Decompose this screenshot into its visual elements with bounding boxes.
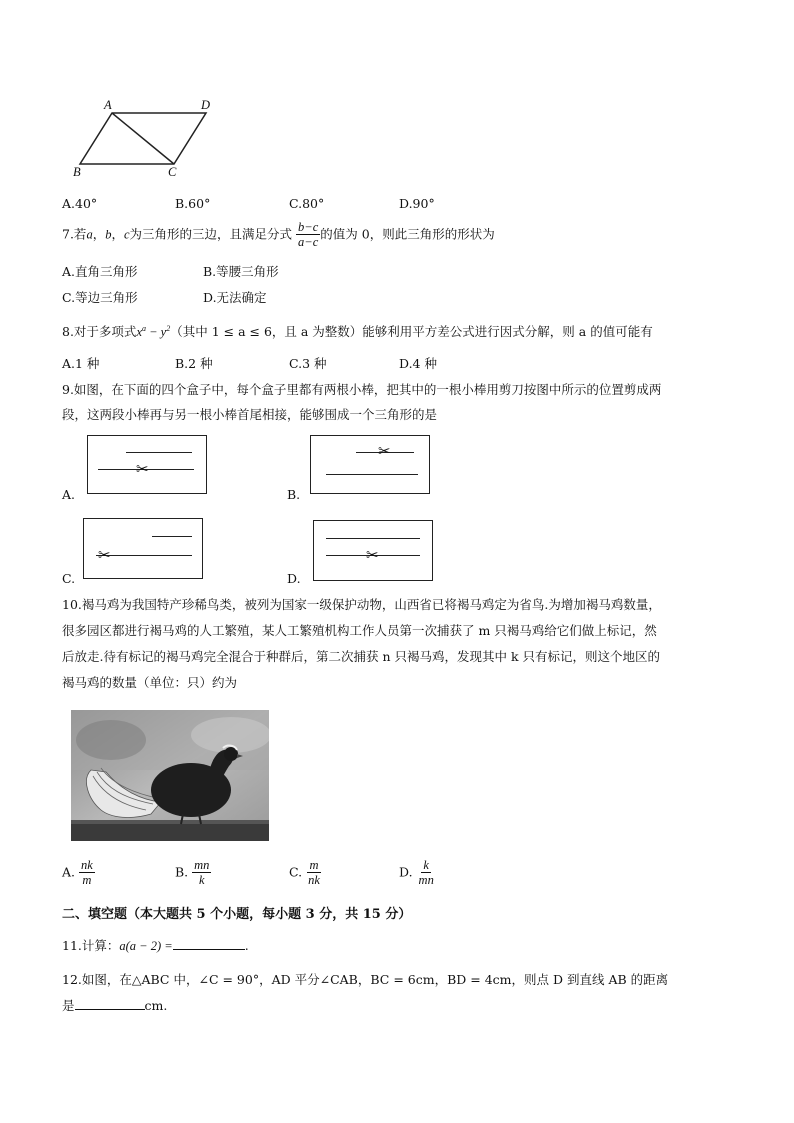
q7-frac-den: a−c (298, 235, 319, 250)
q10-option-d-fraction (417, 858, 436, 888)
q10-line-4: 褐马鸡的数量（单位：只）约为 (62, 675, 238, 690)
scissors-icon: ✂ (366, 546, 379, 564)
q8-option-b: B.2 种 (175, 356, 213, 371)
q8-option-a: A.1 种 (62, 356, 100, 371)
question-11 (62, 936, 249, 954)
q12-line2-suffix: cm. (144, 998, 168, 1013)
q7-option-a: A.直角三角形 (62, 264, 138, 279)
q10-option-d-label: D. (399, 864, 413, 880)
q11-prefix: 11.计算： (62, 938, 120, 953)
q6-option-c: C.80° (289, 196, 325, 211)
stick-a-top (126, 452, 192, 453)
q10-option-a (62, 858, 95, 888)
q10-option-d (399, 858, 436, 888)
q10-line-1: 10.褐马鸡为我国特产珍稀鸟类，被列为国家一级保护动物，山西省已将褐马鸡定为省鸟.为增加褐马鸡数量， (62, 597, 661, 612)
q10-option-c-label: C. (289, 864, 303, 880)
q9-label-c: C. (62, 571, 76, 586)
scissors-icon: ✂ (378, 442, 391, 460)
q10-option-b-fraction (192, 858, 211, 888)
q8-poly-y: − y (146, 325, 167, 339)
scissors-icon: ✂ (98, 546, 111, 564)
q10-b-num: mn (194, 858, 210, 872)
q7-option-b: B.等腰三角形 (203, 264, 279, 279)
q7-var-a: a (86, 227, 93, 242)
q8-condition: （其中 1 ≤ a ≤ 6，且 a 为整数）能够利用平方差公式进行因式分解，则 a 的值可能有 (170, 324, 653, 339)
q10-b-den: k (199, 873, 205, 888)
parallelogram-figure (70, 96, 220, 182)
q6-option-d: D.90° (399, 196, 435, 211)
q8-prefix: 8.对于多项式 (62, 324, 137, 339)
q7-mid: 为三角形的三边，且满足分式 (129, 226, 293, 242)
q10-c-num: m (309, 858, 319, 872)
q10-option-a-label: A. (62, 864, 76, 880)
q7-fraction (296, 220, 320, 250)
q7-frac-num: b−c (298, 220, 319, 234)
q6-option-b: B.60° (175, 196, 211, 211)
q8-poly-x: x (136, 325, 142, 339)
q7-var-b: b (105, 227, 112, 242)
vertex-label-b: B (73, 165, 81, 179)
q10-d-den: mn (418, 873, 434, 888)
q8-option-d: D.4 种 (399, 356, 437, 371)
stick-b-bottom (326, 474, 418, 475)
q7-suffix: 的值为 0，则此三角形的形状为 (320, 226, 495, 242)
q9-line-1: 9.如图，在下面的四个盒子中，每个盒子里都有两根小棒，把其中的一根小棒用剪刀按图中所示的位置剪成两 (62, 382, 662, 397)
q7-option-c: C.等边三角形 (62, 290, 138, 305)
q9-label-d: D. (287, 571, 301, 586)
q7-prefix: 7.若 (62, 226, 87, 242)
q10-option-b-label: B. (175, 864, 189, 880)
q10-a-den: m (82, 873, 92, 888)
q12-line2-prefix: 是 (62, 998, 75, 1013)
q11-end: . (244, 938, 249, 953)
q12-line-2 (62, 996, 167, 1014)
stick-box-b (310, 435, 430, 494)
q7-option-d: D.无法确定 (203, 290, 267, 305)
q10-option-a-fraction (79, 858, 95, 888)
vertex-label-c: C (168, 165, 177, 179)
question-8 (62, 322, 653, 340)
q10-option-c-fraction (306, 858, 322, 888)
stick-c-top (152, 536, 192, 537)
q10-line-3: 后放走.待有标记的褐马鸡完全混合于种群后，第二次捕获 n 只褐马鸡，发现其中 k 只有标记，则这个地区的 (62, 649, 660, 664)
q7-sep2: ， (111, 226, 124, 242)
q7-var-c: c (123, 227, 130, 242)
q9-line-2: 段，这两段小棒再与另一根小棒首尾相接，能够围成一个三角形的是 (62, 407, 438, 422)
q11-expression: a(a − 2) = (119, 939, 173, 953)
q10-d-num: k (423, 858, 429, 872)
scissors-icon: ✂ (136, 460, 149, 478)
vertex-label-d: D (201, 98, 211, 112)
q11-answer-blank[interactable] (173, 937, 245, 950)
vertex-label-a: A (104, 98, 112, 112)
q8-option-c: C.3 种 (289, 356, 327, 371)
section-2-heading: 二、填空题（本大题共 5 个小题，每小题 3 分，共 15 分） (62, 907, 412, 922)
q9-label-a: A. (62, 487, 76, 502)
stick-d-top (326, 538, 420, 539)
q10-option-b (175, 858, 211, 888)
q12-line-1: 12.如图，在△ABC 中，∠C = 90°，AD 平分∠CAB，BC = 6cm，BD = 4cm，则点 D 到直线 AB 的距离 (62, 972, 669, 987)
question-7 (62, 220, 495, 250)
brown-eared-pheasant-photo (71, 710, 269, 841)
q10-a-num: nk (81, 858, 93, 872)
q8-poly-exp-2: 2 (166, 323, 171, 333)
q10-line-2: 很多园区都进行褐马鸡的人工繁殖，某人工繁殖机构工作人员第一次捕获了 m 只褐马鸡给它们做上标记，然 (62, 623, 657, 638)
q10-option-c (289, 858, 322, 888)
q9-label-b: B. (287, 487, 301, 502)
q6-option-a: A.40° (62, 196, 98, 211)
q12-answer-blank[interactable] (75, 997, 145, 1010)
q7-sep1: ， (92, 226, 106, 242)
q10-c-den: nk (308, 873, 320, 888)
q8-poly-exp-a: a (142, 323, 146, 333)
